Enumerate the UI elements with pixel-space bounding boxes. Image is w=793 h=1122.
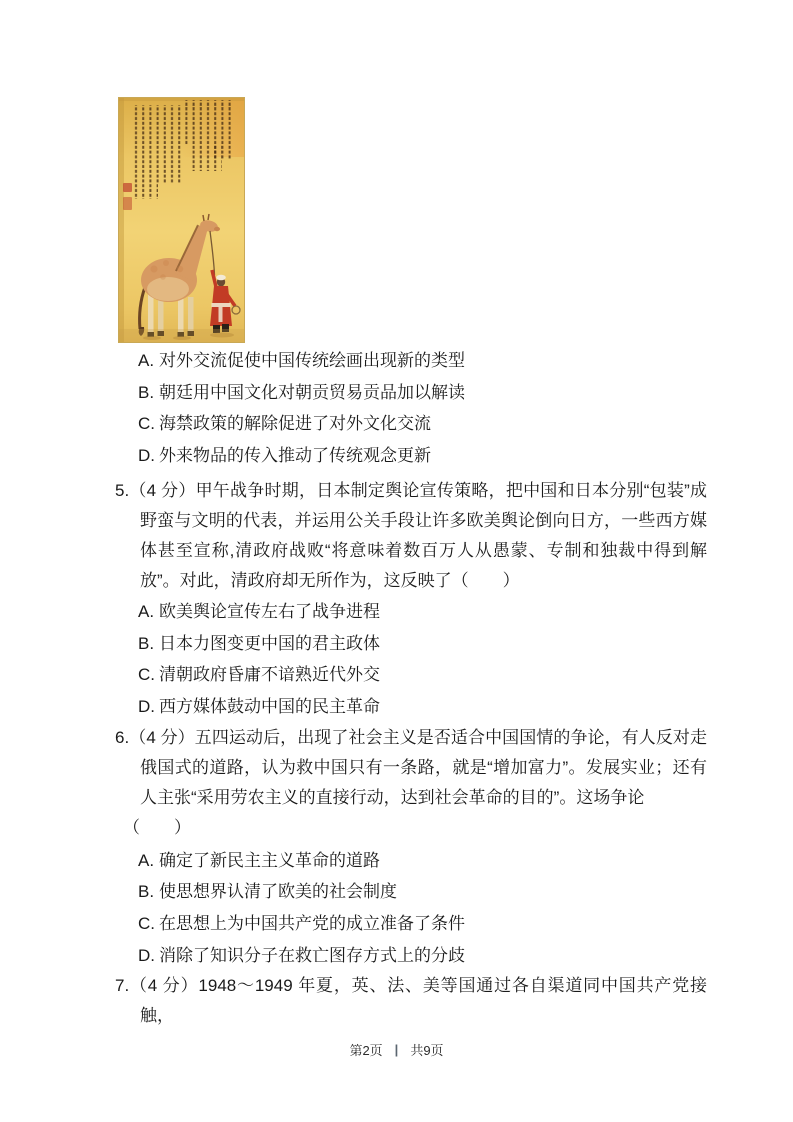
question-number: 7. [115,976,130,996]
option-row-6d [138,940,707,972]
option-text: 日本力图变更中国的君主政体 [159,633,380,653]
footer-total-pages: 共9页 [410,1043,444,1058]
option-text: 使思想界认清了欧美的社会制度 [159,882,397,902]
question-points: （4 分） [129,480,196,500]
question-text: 1948～1949 年夏，英、法、美等国通过各自渠道同中国共产党接触， [140,976,708,1026]
question-5-options [138,596,707,723]
question-text: 甲午战争时期，日本制定舆论宣传策略，把中国和日本分别“包装”成野蛮与文明的代表，并运用公关手段让许多欧美舆论倒向日方，一些西方媒体甚至宣称,清政府战败“将意味着数百万人从愚蒙、专制和独裁中得到解放”。对此，清政府却无所作为，这反映了（ ） [140,480,707,590]
option-label: C. [138,914,155,934]
option-row-4d [138,440,707,472]
option-text: 海禁政策的解除促进了对外文化交流 [159,414,431,434]
footer-separator: | [394,1042,399,1057]
option-row-4c [138,408,707,440]
option-row-4b [138,377,707,409]
option-label: A. [138,850,155,870]
question-4-options [138,345,707,472]
option-text: 在思想上为中国共产党的成立准备了条件 [159,914,465,934]
footer-page-number: 第2页 [349,1043,383,1058]
option-row-4a [138,345,707,377]
page-content [115,0,707,1031]
option-text: 外来物品的传入推动了传统观念更新 [159,446,431,466]
page-footer [0,1040,793,1059]
option-label: B. [138,382,155,402]
option-label: A. [138,601,155,621]
option-label: B. [138,633,155,653]
option-label: C. [138,414,155,434]
option-text: 清朝政府昏庸不谙熟近代外交 [159,665,380,685]
option-text: 确定了新民主主义革命的道路 [159,850,380,870]
question-7 [115,971,707,1031]
option-text: 西方媒体鼓动中国的民主革命 [159,696,380,716]
question-number: 6. [115,727,130,747]
option-label: D. [138,696,155,716]
question-points: （4 分） [129,727,195,747]
option-label: A. [138,351,155,370]
ground-shadows [118,329,245,343]
tribute-giraffe-painting [118,97,245,343]
option-text: 欧美舆论宣传左右了战争进程 [159,601,380,621]
question-6 [115,723,707,972]
option-label: D. [138,945,155,965]
question-text: 五四运动后，出现了社会主义是否适合中国国情的争论，有人反对走俄国式的道路，认为救中国只有一条路，就是“增加富力”。发展实业；还有人主张“采用劳农主义的直接行动，达到社会革命的目的”。这场争论 [140,727,708,807]
option-row-5b [138,628,707,660]
option-text: 朝廷用中国文化对朝贡贸易贡品加以解读 [159,382,465,402]
option-row-6c [138,908,707,940]
answer-parentheses: （ ） [123,817,191,837]
tribute-giraffe-painting-image [118,97,245,343]
option-label: B. [138,882,155,902]
option-text: 对外交流促使中国传统绘画出现新的类型 [159,351,465,370]
option-row-6a [138,845,707,877]
question-6-stem [115,723,707,813]
option-row-6b [138,876,707,908]
question-5-stem [115,476,707,596]
question-6-options [138,845,707,972]
question-number: 5. [115,480,130,500]
option-row-5a [138,596,707,628]
question-5 [115,476,707,723]
option-row-5c [138,659,707,691]
option-label: D. [138,446,155,466]
option-text: 消除了知识分子在救亡图存方式上的分歧 [159,945,465,965]
question-points: （4 分） [129,976,199,996]
question-7-stem [115,971,707,1031]
option-row-5d [138,691,707,723]
option-label: C. [138,665,155,685]
